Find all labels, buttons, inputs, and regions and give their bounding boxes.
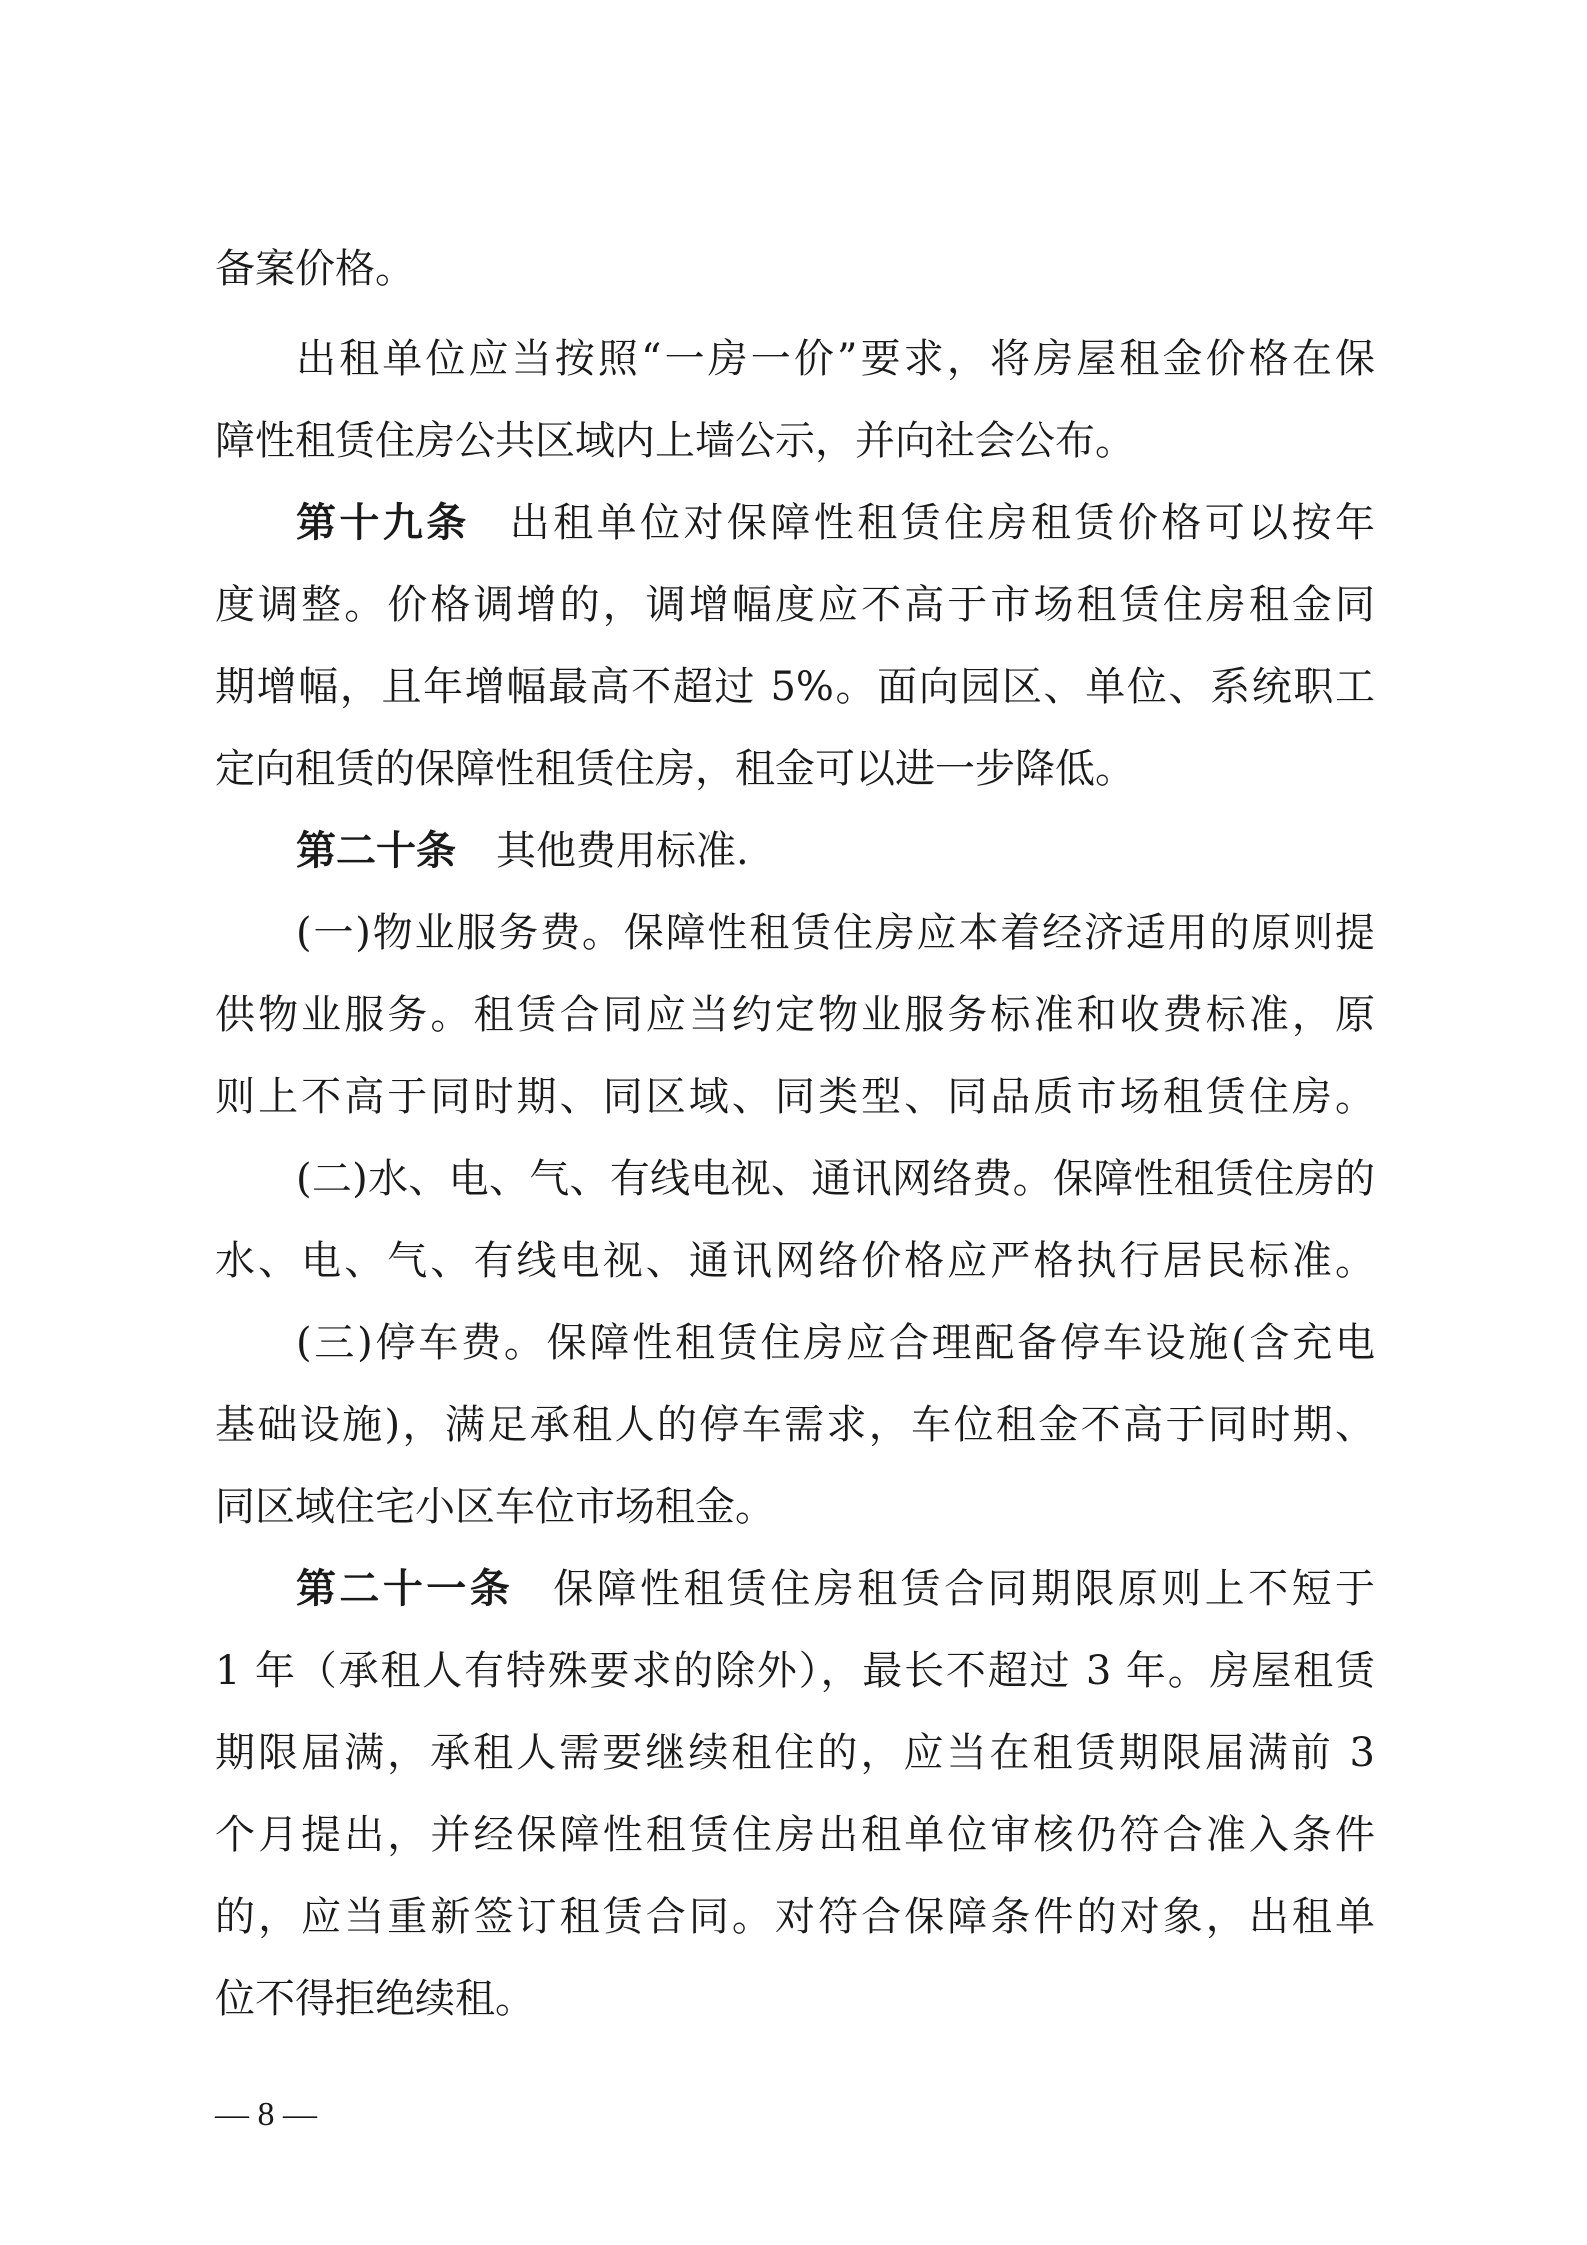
paragraph-line: 同区域住宅小区车位市场租金。: [215, 1484, 775, 1530]
paragraph-line: (一)物业服务费。保障性租赁住房应本着经济适用的原则提: [296, 910, 1375, 956]
paragraph-line: (二)水、电、气、有线电视、通讯网络费。保障性租赁住房的: [296, 1156, 1375, 1202]
article-heading: 第十九条: [296, 500, 470, 546]
paragraph-line: 位不得拒绝续租。: [215, 1976, 535, 2022]
paragraph-line: 1 年（承租人有特殊要求的除外），最长不超过 3 年。房屋租赁: [215, 1648, 1375, 1694]
paragraph-line: 供物业服务。租赁合同应当约定物业服务标准和收费标准，原: [215, 992, 1375, 1038]
paragraph-line: 个月提出，并经保障性租赁住房出租单位审核仍符合准入条件: [215, 1812, 1375, 1858]
paragraph-line: 期限届满，承租人需要继续租住的，应当在租赁期限届满前 3: [215, 1730, 1375, 1776]
paragraph-line: 出租单位应当按照“一房一价”要求，将房屋租金价格在保: [296, 336, 1375, 382]
paragraph-line: 水、电、气、有线电视、通讯网络价格应严格执行居民标准。: [215, 1238, 1375, 1284]
paragraph-line: 则上不高于同时期、同区域、同类型、同品质市场租赁住房。: [215, 1074, 1375, 1120]
paragraph-line: 备案价格。: [215, 246, 415, 292]
article-21-line: 第二十一条 保障性租赁住房租赁合同期限原则上不短于: [296, 1566, 1376, 1612]
paragraph-line: (三)停车费。保障性租赁住房应合理配备停车设施(含充电: [296, 1320, 1375, 1366]
article-20-line: 第二十条 其他费用标准.: [296, 828, 749, 874]
paragraph-line: 定向租赁的保障性租赁住房，租金可以进一步降低。: [215, 746, 1135, 792]
paragraph-line: 障性租赁住房公共区域内上墙公示，并向社会公布。: [215, 418, 1135, 464]
article-19-line: 第十九条 出租单位对保障性租赁住房租赁价格可以按年: [296, 500, 1376, 546]
paragraph-line: 的，应当重新签订租赁合同。对符合保障条件的对象，出租单: [215, 1894, 1375, 1940]
article-heading: 第二十条: [296, 828, 456, 874]
paragraph-line: 基础设施)，满足承租人的停车需求，车位租金不高于同时期、: [215, 1402, 1375, 1448]
paragraph-line: 度调整。价格调增的，调增幅度应不高于市场租赁住房租金同: [215, 582, 1375, 628]
paragraph-line: 期增幅，且年增幅最高不超过 5%。面向园区、单位、系统职工: [215, 664, 1375, 710]
page-number: — 8 —: [215, 2096, 317, 2133]
article-heading: 第二十一条: [296, 1566, 514, 1612]
